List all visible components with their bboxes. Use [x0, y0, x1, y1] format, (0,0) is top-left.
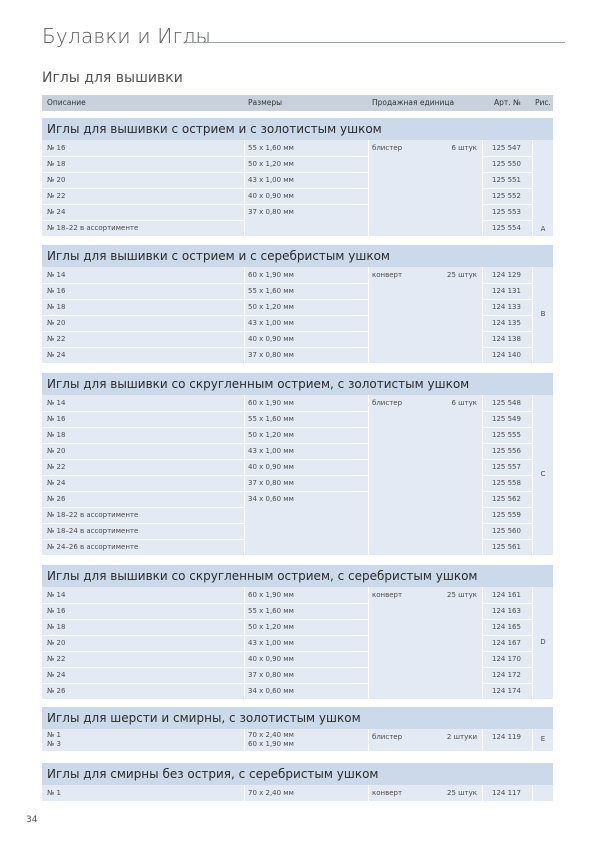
row-description: № 18	[47, 303, 66, 311]
row-article: 124 133	[492, 303, 521, 311]
table-row	[42, 299, 553, 315]
section-title: Иглы для шерсти и смирны, с золотистым ушком	[42, 707, 553, 729]
row-size: 50 x 1,20 мм	[248, 160, 294, 168]
table-header	[42, 95, 553, 111]
table-row	[42, 172, 553, 188]
sales-unit-type: конверт	[372, 789, 403, 797]
row-size: 60 x 1,90 мм	[248, 591, 294, 599]
product-section	[42, 707, 553, 751]
row-size: 55 x 1,60 мм	[248, 415, 294, 423]
table-row	[42, 475, 553, 491]
row-article: 125 558	[492, 479, 521, 487]
row-description: № 1	[47, 789, 61, 797]
row-article: 125 556	[492, 447, 521, 455]
row-description: № 20	[47, 447, 66, 455]
row-description: № 22	[47, 463, 66, 471]
row-article: 125 561	[492, 543, 521, 551]
row-article: 125 554	[492, 224, 521, 232]
row-description: № 3	[47, 740, 61, 748]
sales-unit-quantity: 6 штук	[451, 399, 477, 407]
row-size: 37 x 0,80 мм	[248, 208, 294, 216]
table-row	[42, 347, 553, 363]
header-sales-unit: Продажная единица	[372, 98, 455, 107]
table-row	[42, 619, 553, 635]
sales-unit-type: блистер	[372, 399, 403, 407]
section-title: Иглы для вышивки со скругленным острием, с золотистым ушком	[42, 373, 553, 395]
sales-unit-type: конверт	[372, 271, 403, 279]
row-description: № 18–22 в ассортименте	[47, 511, 139, 519]
row-description: № 1	[47, 731, 61, 739]
row-description: № 20	[47, 176, 66, 184]
sales-unit-type: конверт	[372, 591, 403, 599]
row-size: 55 x 1,60 мм	[248, 607, 294, 615]
row-article: 124 119	[492, 733, 521, 741]
row-description: № 20	[47, 319, 66, 327]
row-description: № 24	[47, 208, 66, 216]
table-row	[42, 140, 553, 156]
row-size: 70 x 2,40 мм	[248, 731, 294, 739]
row-description: № 16	[47, 144, 66, 152]
product-section	[42, 373, 553, 555]
table-row	[42, 539, 553, 555]
figure-label: C	[540, 470, 546, 478]
row-size: 40 x 0,90 мм	[248, 335, 294, 343]
row-article: 125 547	[492, 144, 521, 152]
row-size: 43 x 1,00 мм	[248, 447, 294, 455]
row-article: 125 551	[492, 176, 521, 184]
table-row	[42, 459, 553, 475]
row-article: 124 174	[492, 687, 521, 695]
row-article: 124 117	[492, 789, 521, 797]
table-row	[42, 331, 553, 347]
section-rows	[42, 140, 553, 236]
section-rows	[42, 785, 553, 801]
row-description: № 26	[47, 495, 66, 503]
row-description: № 14	[47, 591, 66, 599]
row-article: 125 548	[492, 399, 521, 407]
row-size: 43 x 1,00 мм	[248, 639, 294, 647]
table-row	[42, 220, 553, 236]
row-article: 125 559	[492, 511, 521, 519]
row-description: № 24	[47, 479, 66, 487]
row-article: 124 170	[492, 655, 521, 663]
row-description: № 24	[47, 351, 66, 359]
row-size: 37 x 0,80 мм	[248, 479, 294, 487]
product-section	[42, 118, 553, 236]
table-row	[42, 683, 553, 699]
row-size: 40 x 0,90 мм	[248, 192, 294, 200]
header-sizes: Размеры	[248, 98, 283, 107]
section-rows	[42, 395, 553, 555]
row-article: 124 131	[492, 287, 521, 295]
table-row	[42, 635, 553, 651]
sales-unit-type: блистер	[372, 144, 403, 152]
table-row	[42, 204, 553, 220]
table-row	[42, 785, 553, 801]
row-size: 55 x 1,60 мм	[248, 144, 294, 152]
row-size: 50 x 1,20 мм	[248, 303, 294, 311]
section-rows	[42, 587, 553, 699]
table-row	[42, 411, 553, 427]
row-size: 55 x 1,60 мм	[248, 287, 294, 295]
row-description: № 24	[47, 671, 66, 679]
sales-unit-quantity: 6 штук	[451, 144, 477, 152]
table-row	[42, 603, 553, 619]
row-description: № 18–24 в ассортименте	[47, 527, 139, 535]
table-row	[42, 491, 553, 507]
sales-unit-quantity: 2 штуки	[446, 733, 477, 741]
product-section	[42, 763, 553, 801]
table-row	[42, 283, 553, 299]
row-size: 60 x 1,90 мм	[248, 399, 294, 407]
row-description: № 22	[47, 192, 66, 200]
row-description: № 18	[47, 160, 66, 168]
row-size: 34 x 0,60 мм	[248, 687, 294, 695]
row-size: 60 x 1,90 мм	[248, 740, 294, 748]
section-title: Иглы для вышивки с острием и с золотистым ушком	[42, 118, 553, 140]
row-article: 124 138	[492, 335, 521, 343]
row-size: 40 x 0,90 мм	[248, 463, 294, 471]
row-article: 125 549	[492, 415, 521, 423]
header-figure: Рис.	[535, 98, 551, 107]
row-description: № 22	[47, 335, 66, 343]
row-article: 124 161	[492, 591, 521, 599]
table-row	[42, 267, 553, 283]
product-section	[42, 245, 553, 363]
section-title: Иглы для вышивки со скругленным острием, с серебристым ушком	[42, 565, 553, 587]
header-article: Арт. №	[494, 98, 521, 107]
row-article: 125 553	[492, 208, 521, 216]
row-description: № 24–26 в ассортименте	[47, 543, 139, 551]
row-article: 124 172	[492, 671, 521, 679]
row-article: 124 129	[492, 271, 521, 279]
row-size: 40 x 0,90 мм	[248, 655, 294, 663]
row-description: № 18	[47, 623, 66, 631]
row-description: № 18	[47, 431, 66, 439]
figure-label: E	[540, 735, 546, 743]
section-subtitle: Иглы для вышивки	[42, 70, 183, 86]
table-row	[42, 507, 553, 523]
row-size: 60 x 1,90 мм	[248, 271, 294, 279]
row-description: № 16	[47, 607, 66, 615]
table-row	[42, 523, 553, 539]
row-size: 43 x 1,00 мм	[248, 176, 294, 184]
table-row	[42, 315, 553, 331]
row-article: 124 135	[492, 319, 521, 327]
row-description: № 14	[47, 271, 66, 279]
row-article: 125 555	[492, 431, 521, 439]
row-size: 37 x 0,80 мм	[248, 351, 294, 359]
row-size: 50 x 1,20 мм	[248, 623, 294, 631]
sales-unit-type: блистер	[372, 733, 403, 741]
table-row	[42, 443, 553, 459]
table-row	[42, 651, 553, 667]
section-rows	[42, 729, 553, 751]
row-article: 124 165	[492, 623, 521, 631]
table-row	[42, 729, 553, 751]
page-number: 34	[26, 815, 38, 825]
figure-label: B	[540, 310, 546, 318]
row-description: № 16	[47, 287, 66, 295]
table-row	[42, 188, 553, 204]
row-article: 125 550	[492, 160, 521, 168]
row-size: 34 x 0,60 мм	[248, 495, 294, 503]
table-row	[42, 395, 553, 411]
row-article: 124 140	[492, 351, 521, 359]
table-row	[42, 667, 553, 683]
sales-unit-quantity: 25 штук	[447, 271, 477, 279]
row-description: № 20	[47, 639, 66, 647]
row-size: 37 x 0,80 мм	[248, 671, 294, 679]
row-description: № 26	[47, 687, 66, 695]
page-title: Булавки и Иглы	[42, 24, 212, 48]
row-description: № 22	[47, 655, 66, 663]
section-title: Иглы для вышивки с острием и с серебристым ушком	[42, 245, 553, 267]
table-row	[42, 587, 553, 603]
sales-unit-quantity: 25 штук	[447, 591, 477, 599]
product-section	[42, 565, 553, 699]
table-row	[42, 427, 553, 443]
row-description: № 16	[47, 415, 66, 423]
row-size: 70 x 2,40 мм	[248, 789, 294, 797]
title-rule	[186, 42, 565, 43]
row-article: 124 167	[492, 639, 521, 647]
row-size: 50 x 1,20 мм	[248, 431, 294, 439]
header-description: Описание	[47, 98, 86, 107]
table-row	[42, 156, 553, 172]
row-article: 125 557	[492, 463, 521, 471]
section-rows	[42, 267, 553, 363]
row-article: 125 562	[492, 495, 521, 503]
figure-label: A	[540, 225, 546, 233]
row-size: 43 x 1,00 мм	[248, 319, 294, 327]
figure-label: D	[540, 638, 546, 646]
sales-unit-quantity: 25 штук	[447, 789, 477, 797]
row-description: № 14	[47, 399, 66, 407]
row-article: 124 163	[492, 607, 521, 615]
row-article: 125 552	[492, 192, 521, 200]
row-article: 125 560	[492, 527, 521, 535]
section-title: Иглы для смирны без острия, с серебристым ушком	[42, 763, 553, 785]
row-description: № 18–22 в ассортименте	[47, 224, 139, 232]
